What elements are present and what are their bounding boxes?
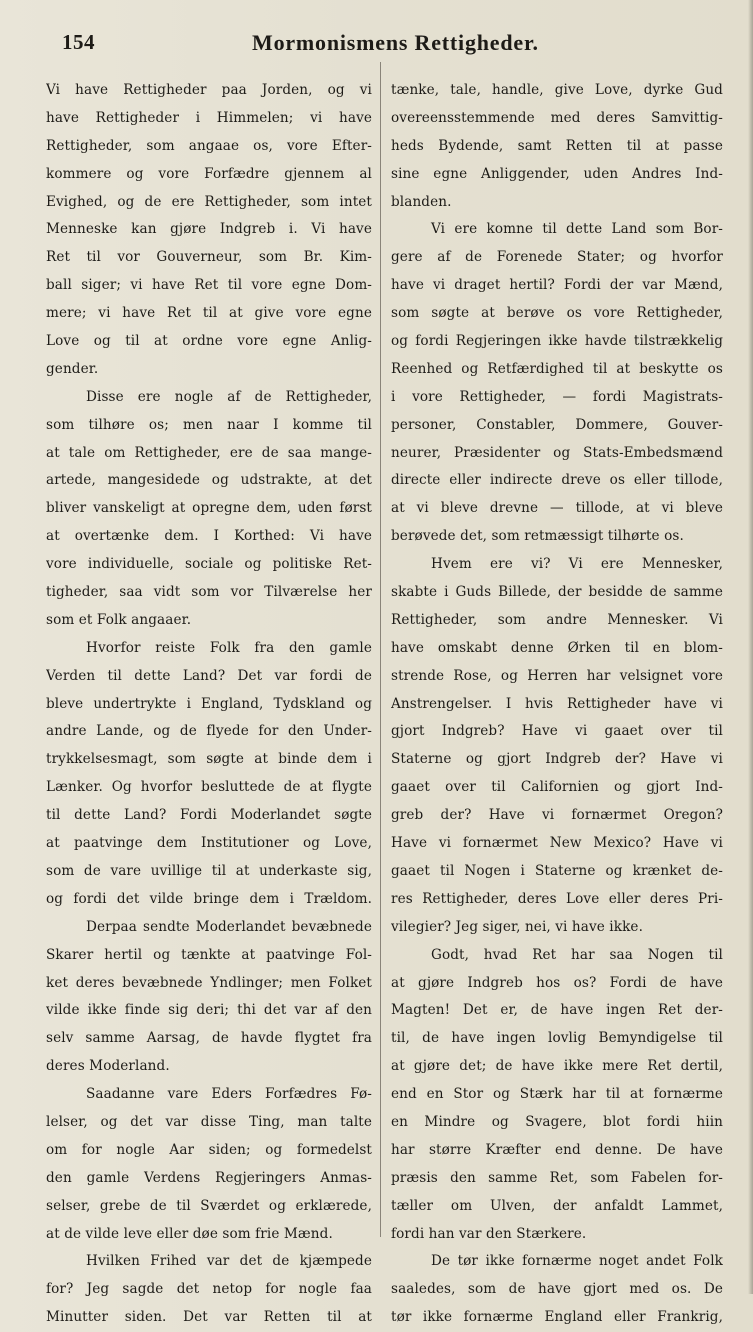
text-line: neurer, Præsidenter og Stats-Embedsmænd: [391, 444, 723, 461]
text-line: Verden til dette Land? Det var fordi de: [46, 667, 372, 684]
text-line: vilegier? Jeg siger, nei, vi have ikke.: [391, 918, 643, 935]
text-line: at vi bleve drevne — tillode, at vi bleve: [391, 500, 723, 517]
left-text-column: [46, 77, 372, 1332]
text-line: for? Jeg sagde det netop for nogle faa: [46, 1281, 372, 1298]
text-line: mere; vi have Ret til at give vore egne: [46, 305, 372, 322]
text-line: har større Kræfter end denne. De have: [391, 1141, 723, 1158]
text-line: Ret til vor Gouverneur, som Br. Kim-: [46, 249, 372, 266]
text-line: Reenhed og Retfærdighed til at beskytte os: [391, 360, 723, 377]
text-line: lelser, og det var disse Ting, man talte: [46, 1113, 372, 1130]
text-line: skabte i Guds Billede, der besidde de samme: [391, 584, 723, 601]
text-line: Rettigheder, som angaae os, vore Efter-: [46, 137, 372, 154]
running-title: Mormonismens Rettigheder.: [252, 30, 539, 55]
text-line: gaaet til Nogen i Staterne og krænket de-: [391, 862, 723, 879]
text-line: fordi han var den Stærkere.: [391, 1225, 587, 1242]
text-line: Magten! Det er, de have ingen Ret der-: [391, 1002, 723, 1019]
text-line: Skarer hertil og tænkte at paatvinge Fol-: [46, 946, 372, 963]
running-head: [62, 30, 732, 60]
right-text-column: [391, 77, 723, 1332]
text-line: en Mindre og Svagere, blot fordi hiin: [391, 1113, 723, 1130]
text-line: Rettigheder, som andre Mennesker. Vi: [391, 611, 723, 628]
column-divider: [380, 62, 381, 1237]
text-line: have vi draget hertil? Fordi der var Mænd,: [391, 277, 723, 294]
text-line: tør ikke fornærme England eller Frankrig,: [391, 1309, 723, 1326]
text-line: den gamle Verdens Regjeringers Anmas-: [46, 1169, 372, 1186]
text-line: deres Moderland.: [46, 1058, 170, 1075]
text-line: gaaet over til Californien og gjort Ind-: [391, 779, 723, 796]
text-line: som tilhøre os; men naar I komme til: [46, 416, 372, 433]
text-line: greb der? Have vi fornærmet Oregon?: [391, 807, 723, 824]
text-line: bleve undertrykte i England, Tydskland og: [46, 695, 372, 712]
text-line: til dette Land? Fordi Moderlandet søgte: [46, 807, 372, 824]
text-line: res Rettigheder, deres Love eller deres Pri-: [391, 890, 723, 907]
text-line: og fordi det vilde bringe dem i Trældom.: [46, 890, 372, 907]
text-line: Godt, hvad Ret har saa Nogen til: [431, 946, 723, 963]
text-line: strende Rose, og Herren har velsignet vore: [391, 667, 723, 684]
text-line: berøvede det, som retmæssigt tilhørte os.: [391, 528, 684, 545]
page-edge-shadow: [748, 0, 753, 1294]
text-line: trykkelsesmagt, som søgte at binde dem i: [46, 751, 372, 768]
text-line: Vi ere komne til dette Land som Bor-: [431, 221, 723, 238]
text-line: Menneske kan gjøre Indgreb i. Vi have: [46, 221, 372, 238]
text-line: Hvorfor reiste Folk fra den gamle: [86, 639, 372, 656]
text-line: til, de have ingen lovlig Bemyndigelse til: [391, 1030, 723, 1047]
text-line: Saadanne vare Eders Forfædres Fø-: [86, 1086, 372, 1103]
text-line: vore individuelle, sociale og politiske Ret-: [46, 556, 372, 573]
text-line: som de vare uvillige til at underkaste sig,: [46, 862, 372, 879]
text-line: at overtænke dem. I Korthed: Vi have: [46, 528, 372, 545]
text-line: blanden.: [391, 193, 452, 210]
text-line: vilde ikke finde sig deri; thi det var af den: [46, 1002, 372, 1019]
text-line: Staterne og gjort Indgreb der? Have vi: [391, 751, 723, 768]
text-line: Hvilken Frihed var det de kjæmpede: [86, 1253, 372, 1270]
text-line: gender.: [46, 360, 99, 377]
text-line: andre Lande, og de flyede for den Under-: [46, 723, 372, 740]
text-line: heds Bydende, samt Retten til at passe: [391, 137, 723, 154]
text-line: personer, Constabler, Dommere, Gouver-: [391, 416, 723, 433]
text-line: i vore Rettigheder, — fordi Magistrats-: [391, 388, 723, 405]
text-line: saaledes, som de have gjort med os. De: [391, 1281, 723, 1298]
text-line: overeensstemmende med deres Samvittig-: [391, 109, 723, 126]
text-line: Lænker. Og hvorfor besluttede de at flygte: [46, 779, 372, 796]
text-line: bliver vanskeligt at opregne dem, uden først: [46, 500, 372, 517]
text-line: tæller om Ulven, der anfaldt Lammet,: [391, 1197, 723, 1214]
page-number: 154: [62, 30, 95, 54]
text-line: ball siger; vi have Ret til vore egne Dom-: [46, 277, 372, 294]
text-line: ket deres bevæbnede Yndlinger; men Folket: [46, 974, 372, 991]
text-line: tænke, tale, handle, give Love, dyrke Gud: [391, 82, 723, 98]
text-line: end en Stor og Stærk har til at fornærme: [391, 1086, 723, 1103]
text-line: Evighed, og de ere Rettigheder, som intet: [46, 193, 372, 210]
text-line: De tør ikke fornærme noget andet Folk: [431, 1253, 723, 1270]
text-line: Have vi fornærmet New Mexico? Have vi: [391, 835, 723, 852]
text-line: gjort Indgreb? Have vi gaaet over til: [391, 723, 723, 740]
text-line: at de vilde leve eller døe som frie Mænd.: [46, 1225, 333, 1242]
text-line: have omskabt denne Ørken til en blom-: [391, 639, 723, 656]
text-line: som søgte at berøve os vore Rettigheder,: [391, 305, 723, 322]
text-line: at gjøre det; de have ikke mere Ret dertil,: [391, 1058, 723, 1075]
text-line: directe eller indirecte dreve os eller tillode,: [391, 472, 723, 489]
text-line: og fordi Regjeringen ikke havde tilstrækkelig: [391, 333, 723, 350]
text-line: at paatvinge dem Institutioner og Love,: [46, 835, 372, 852]
text-line: selv samme Aarsag, de havde flygtet fra: [46, 1030, 372, 1047]
text-line: Hvem ere vi? Vi ere Mennesker,: [431, 556, 723, 573]
text-line: tigheder, saa vidt som vor Tilværelse her: [46, 584, 372, 601]
text-line: sine egne Anliggender, uden Andres Ind-: [391, 165, 723, 182]
text-line: kommere og vore Forfædre gjennem al: [46, 165, 372, 182]
text-line: at gjøre Indgreb hos os? Fordi de have: [391, 974, 723, 991]
text-line: Vi have Rettigheder paa Jorden, og vi: [46, 82, 372, 98]
text-line: Minutter siden. Det var Retten til at: [46, 1309, 372, 1326]
text-line: Anstrengelser. I hvis Rettigheder have vi: [391, 695, 723, 712]
text-line: Disse ere nogle af de Rettigheder,: [86, 388, 372, 405]
text-line: selser, grebe de til Sværdet og erklærede,: [46, 1197, 372, 1214]
text-line: Love og til at ordne vore egne Anlig-: [46, 333, 372, 350]
text-line: gere af de Forenede Stater; og hvorfor: [391, 249, 723, 266]
text-line: artede, mangesidede og udstrakte, at det: [46, 472, 372, 489]
text-line: præsis den samme Ret, som Fabelen for-: [391, 1169, 723, 1186]
text-line: som et Folk angaaer.: [46, 611, 192, 628]
text-line: at tale om Rettigheder, ere de saa mange-: [46, 444, 372, 461]
text-line: have Rettigheder i Himmelen; vi have: [46, 109, 372, 126]
text-line: Derpaa sendte Moderlandet bevæbnede: [86, 918, 372, 935]
text-line: om for nogle Aar siden; og formedelst: [46, 1141, 372, 1158]
